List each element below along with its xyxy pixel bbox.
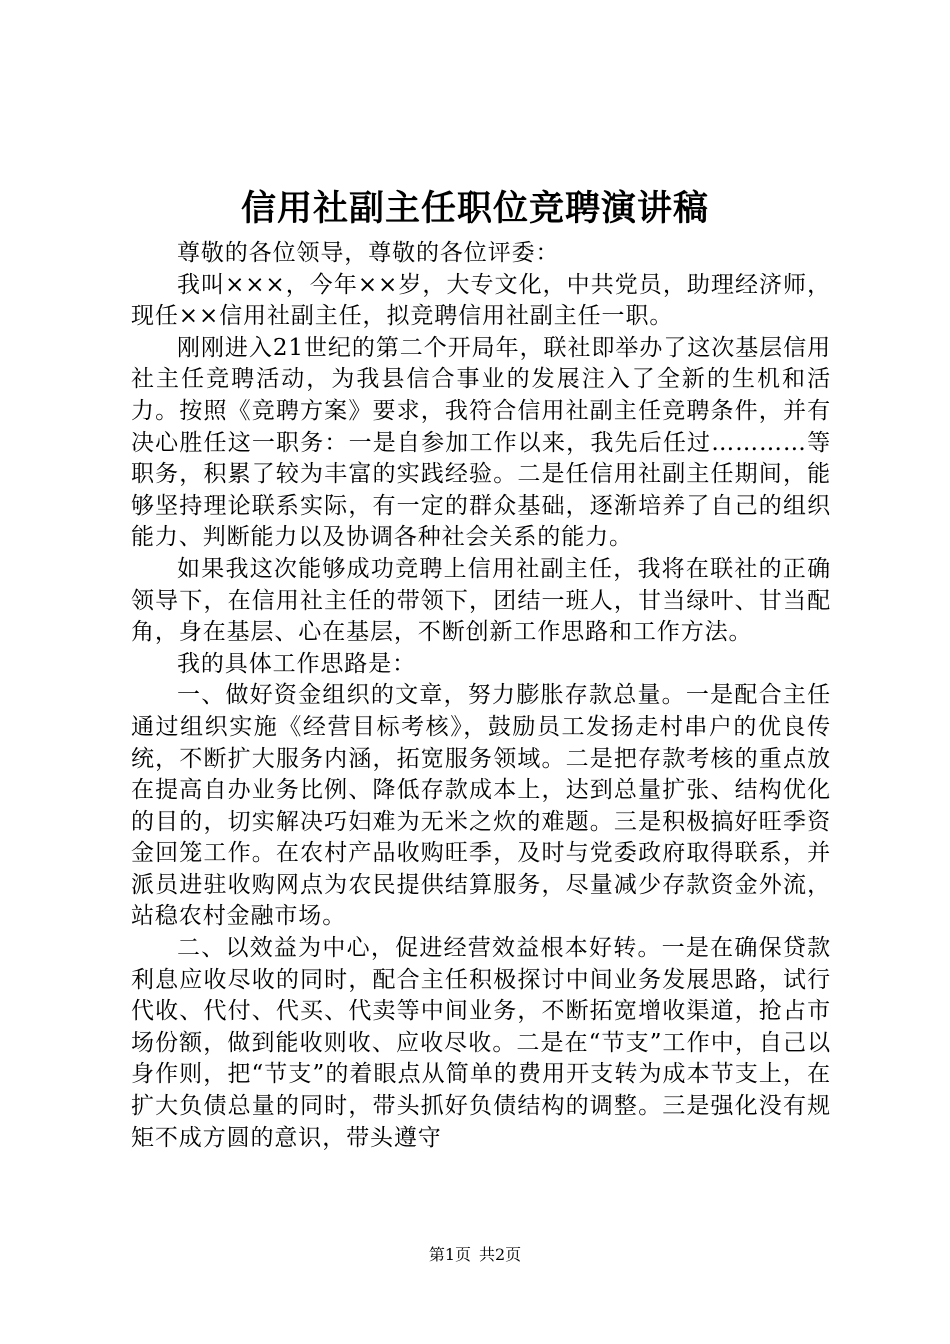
salutation-paragraph: 尊敬的各位领导，尊敬的各位评委： [177,240,560,266]
work-plan-item-2: 二、以效益为中心，促进经营效益根本好转。一是在确保贷款利息应收尽收的同时，配合主任积极探讨中间业务发展思路，试行代收、代付、代买、代卖等中间业务，不断拓宽增收渠道，抢占市场份额，做到能收则收、应收尽收。二是在“节支”工作中，自己以身作则，把“节支”的着眼点从简单的费用开支转为成本节支上，在扩大负债总量的同时，带头抓好负债结构的调整。三是强化没有规矩不成方圆的意识，带头遵守 [131,935,831,1151]
work-plan-item-1: 一、做好资金组织的文章，努力膨胀存款总量。一是配合主任通过组织实施《经营目标考核》，鼓励员工发扬走村串户的优良传统，不断扩大服务内涵，拓宽服务领域。二是把存款考核的重点放在提高自办业务比例、降低存款成本上，达到总量扩张、结构优化的目的，切实解决巧妇难为无米之炊的难题。三是积极搞好旺季资金回笼工作。在农村产品收购旺季，及时与党委政府取得联系，并派员进驻收购网点为农民提供结算服务，尽量减少存款资金外流，站稳农村金融市场。 [131,682,831,930]
qualification-paragraph: 刚刚进入21世纪的第二个开局年，联社即举办了这次基层信用社主任竞聘活动，为我县信合事业的发展注入了全新的生机和活力。按照《竞聘方案》要求，我符合信用社副主任竞聘条件，并有决心胜任这一职务：一是自参加工作以来，我先后任过…………等职务，积累了较为丰富的实践经验。二是任信用社副主任期间，能够坚持理论联系实际，有一定的群众基础，逐渐培养了自己的组织能力、判断能力以及协调各种社会关系的能力。 [131,334,831,551]
page-footer [0,1245,950,1265]
introduction-paragraph: 我叫×××，今年××岁，大专文化，中共党员，助理经济师，现任××信用社副主任，拟竞聘信用社副主任一职。 [131,271,831,330]
document-title: 信用社副主任职位竞聘演讲稿 [240,188,709,229]
commitment-paragraph: 如果我这次能够成功竞聘上信用社副主任，我将在联社的正确领导下，在信用社主任的带领下，团结一班人，甘当绿叶、甘当配角，身在基层、心在基层，不断创新工作思路和工作方法。 [131,555,831,646]
page-number: 第1页 [428,1245,471,1264]
document-body [131,238,831,1154]
page-total: 共2页 [479,1245,522,1264]
work-plan-heading: 我的具体工作思路是： [177,650,416,677]
